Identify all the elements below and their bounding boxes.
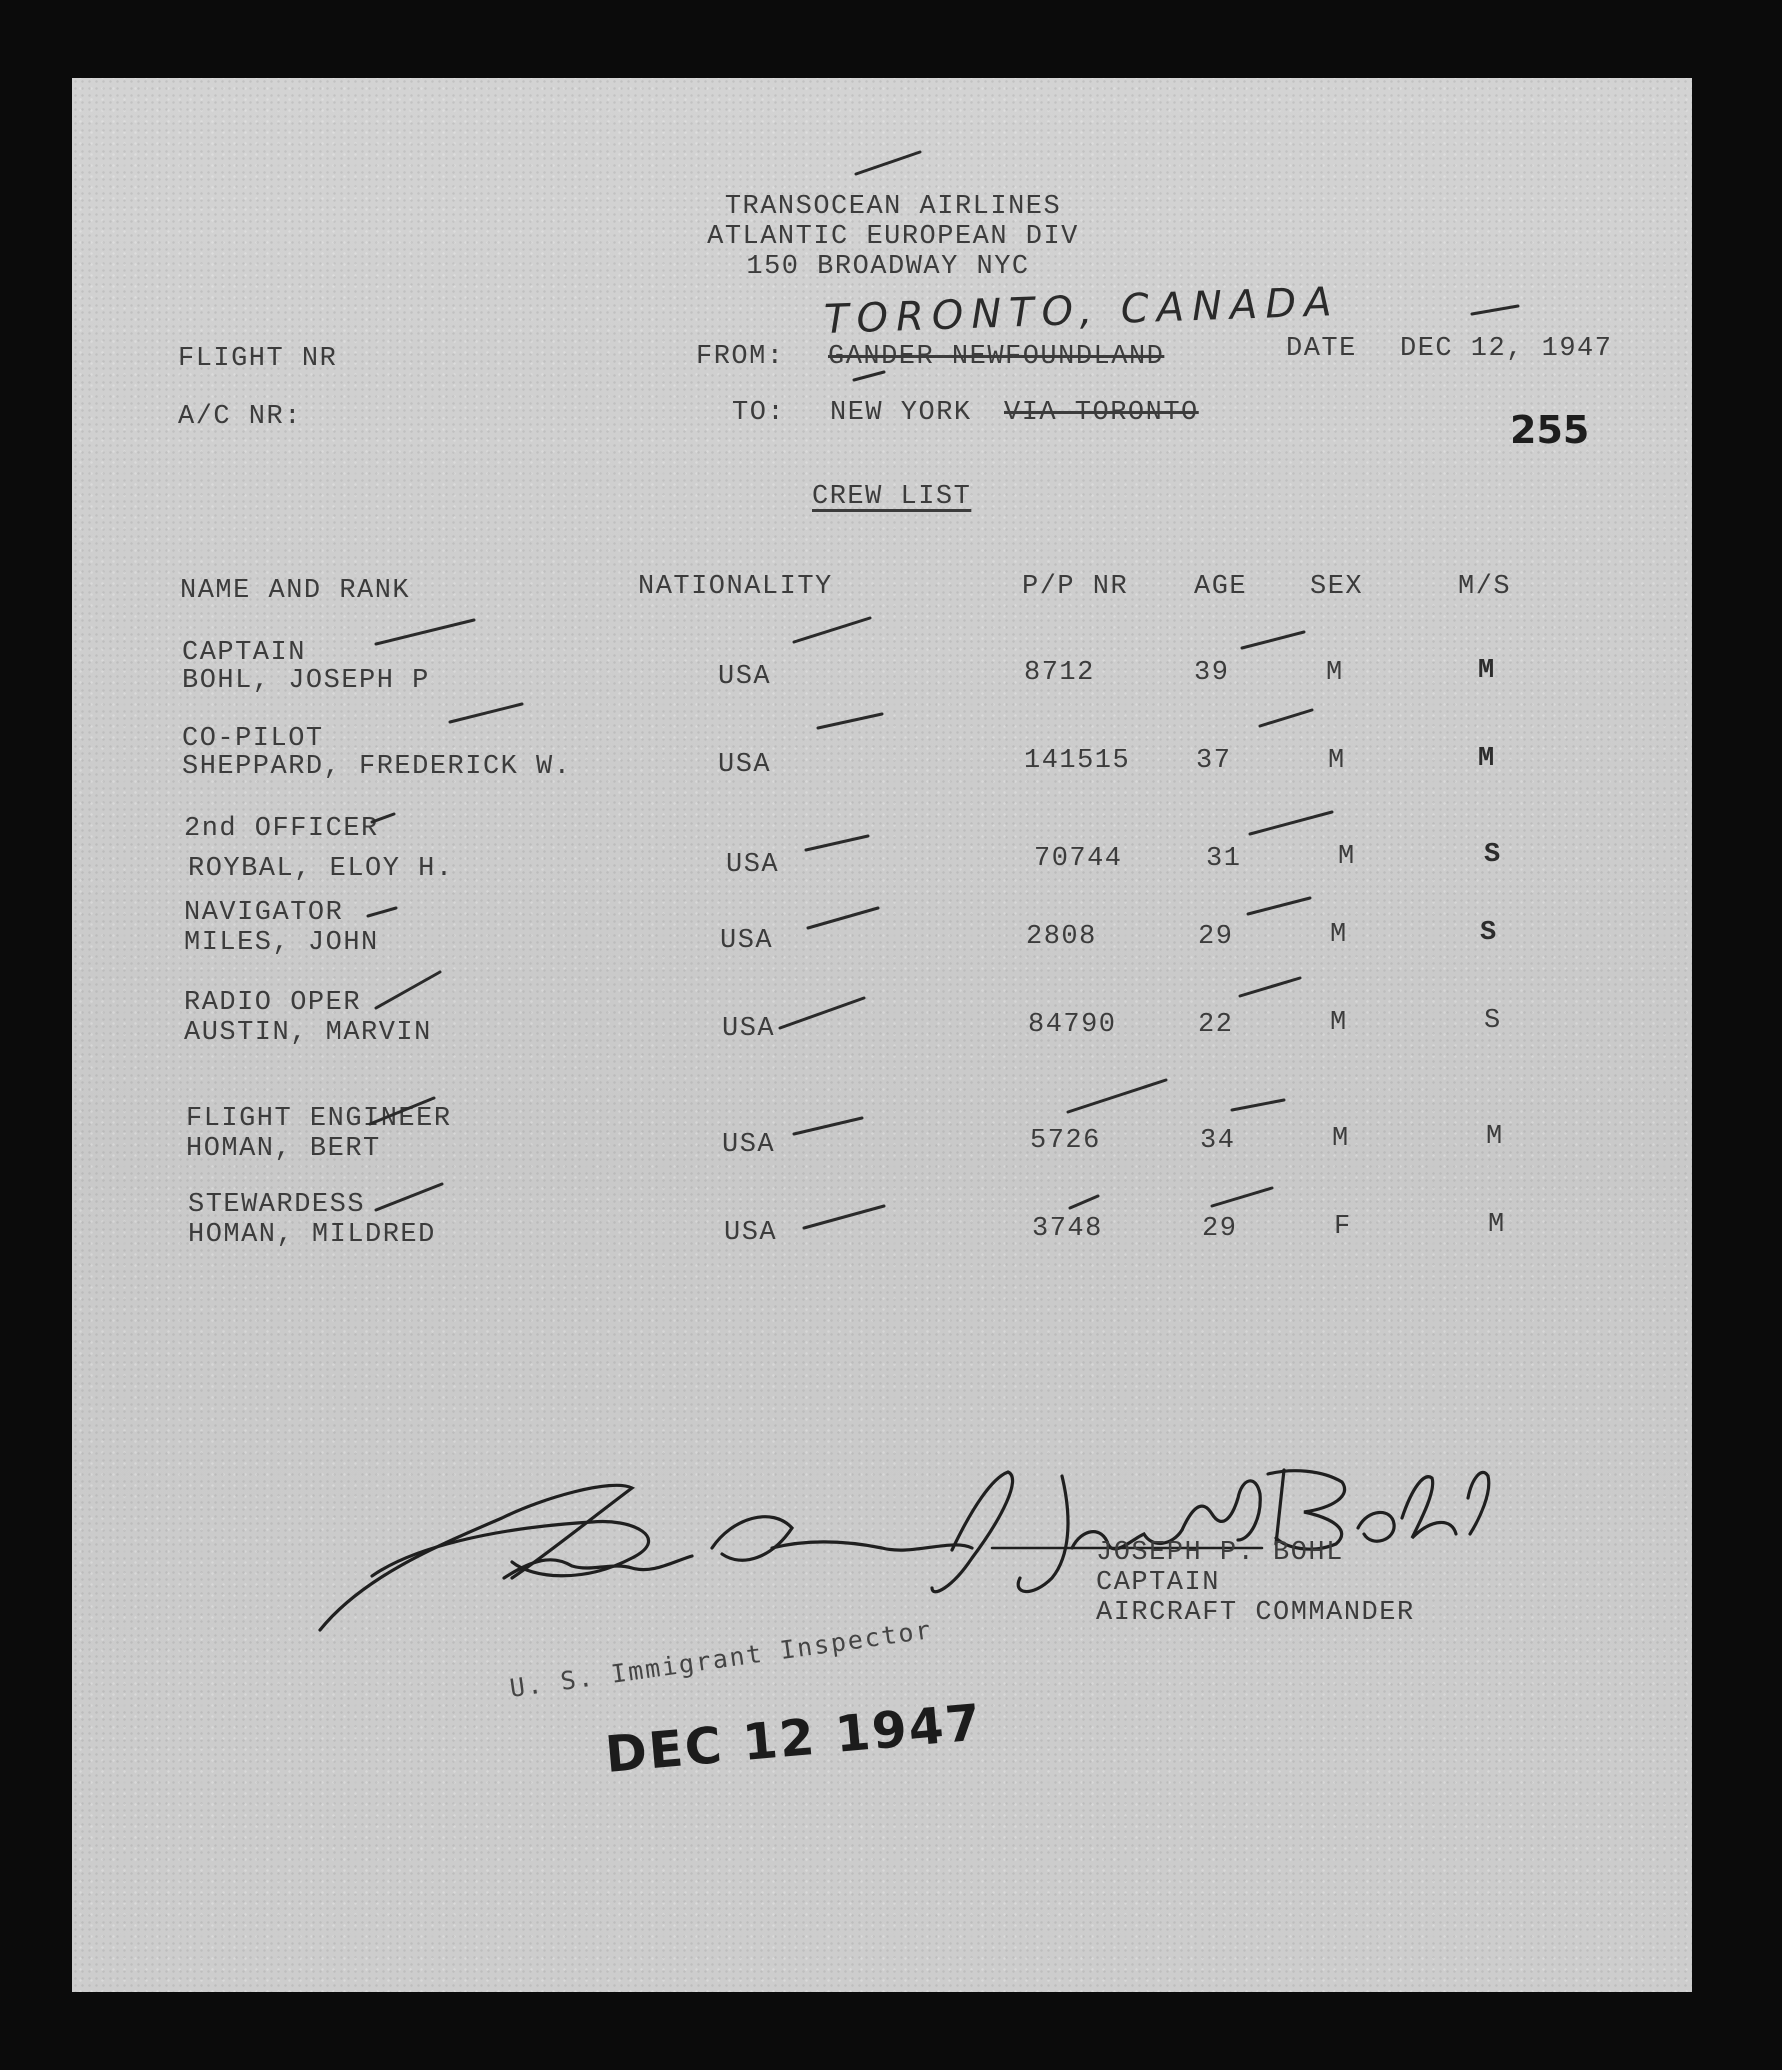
crew-rank: STEWARDESS xyxy=(188,1190,366,1220)
crew-pp-nr: 141515 xyxy=(1024,746,1131,776)
crew-name: SHEPPARD, FREDERICK W. xyxy=(182,752,572,782)
col-sex-header: SEX xyxy=(1310,572,1364,602)
crew-age: 29 xyxy=(1202,1214,1238,1244)
crew-age: 31 xyxy=(1206,844,1242,874)
crew-pp-nr: 3748 xyxy=(1032,1214,1103,1244)
page-number: 255 xyxy=(1510,408,1590,452)
crew-name: ROYBAL, ELOY H. xyxy=(188,854,454,884)
date-value: DEC 12, 1947 xyxy=(1400,334,1613,364)
from-label: FROM: xyxy=(696,342,785,372)
crew-sex: M xyxy=(1338,842,1356,872)
inspector-stamp-label: U. S. Immigrant Inspector xyxy=(507,1614,935,1703)
crew-nationality: USA xyxy=(722,1130,776,1160)
col-pp-header: P/P NR xyxy=(1022,572,1129,602)
crew-name: HOMAN, MILDRED xyxy=(188,1220,436,1250)
crew-age: 34 xyxy=(1200,1126,1236,1156)
crew-marital-status: S xyxy=(1484,840,1502,870)
company-name: TRANSOCEAN AIRLINES xyxy=(724,192,1062,222)
inspector-stamp-date: DEC 12 1947 xyxy=(602,1693,985,1784)
crew-sex: M xyxy=(1332,1124,1350,1154)
crew-marital-status: M xyxy=(1478,656,1496,686)
company-address: 150 BROADWAY NYC xyxy=(746,252,1030,282)
signatory-role: AIRCRAFT COMMANDER xyxy=(1096,1598,1415,1628)
flight-nr-label: FLIGHT NR xyxy=(178,344,338,374)
crew-rank: FLIGHT ENGINEER xyxy=(186,1104,452,1134)
crew-marital-status: S xyxy=(1484,1006,1502,1036)
crew-pp-nr: 2808 xyxy=(1026,922,1097,952)
crew-nationality: USA xyxy=(718,662,772,692)
crew-marital-status: M xyxy=(1478,744,1496,774)
document-page xyxy=(72,78,1692,1992)
crew-age: 37 xyxy=(1196,746,1232,776)
crew-nationality: USA xyxy=(726,850,780,880)
crew-rank: 2nd OFFICER xyxy=(184,814,379,844)
crew-sex: M xyxy=(1328,746,1346,776)
crew-pp-nr: 84790 xyxy=(1028,1010,1117,1040)
signatory-name: JOSEPH P. BOHL xyxy=(1096,1538,1344,1568)
crew-sex: F xyxy=(1334,1212,1352,1242)
division-name: ATLANTIC EUROPEAN DIV xyxy=(707,222,1079,252)
crew-name: HOMAN, BERT xyxy=(186,1134,381,1164)
crew-rank: RADIO OPER xyxy=(184,988,362,1018)
crew-age: 39 xyxy=(1194,658,1230,688)
crew-marital-status: M xyxy=(1488,1210,1506,1240)
from-handwritten: TORONTO, CANADA xyxy=(823,279,1341,343)
crew-rank: CO-PILOT xyxy=(182,724,324,754)
crew-nationality: USA xyxy=(722,1014,776,1044)
crew-nationality: USA xyxy=(720,926,774,956)
to-value: NEW YORK xyxy=(830,398,972,428)
crew-pp-nr: 70744 xyxy=(1034,844,1123,874)
crew-pp-nr: 5726 xyxy=(1030,1126,1101,1156)
to-struck: VIA TORONTO xyxy=(1004,398,1199,428)
col-age-header: AGE xyxy=(1194,572,1248,602)
crew-age: 29 xyxy=(1198,922,1234,952)
crew-marital-status: M xyxy=(1486,1122,1504,1152)
from-struck: GANDER NEWFOUNDLAND xyxy=(828,342,1165,372)
date-label: DATE xyxy=(1286,334,1357,364)
crew-name: BOHL, JOSEPH P xyxy=(182,666,430,696)
to-label: TO: xyxy=(732,398,786,428)
crew-sex: M xyxy=(1326,658,1344,688)
crew-pp-nr: 8712 xyxy=(1024,658,1095,688)
crew-sex: M xyxy=(1330,920,1348,950)
col-nationality-header: NATIONALITY xyxy=(638,572,833,602)
crew-nationality: USA xyxy=(718,750,772,780)
signatory-title: CAPTAIN xyxy=(1096,1568,1220,1598)
crew-name: MILES, JOHN xyxy=(184,928,379,958)
crew-rank: CAPTAIN xyxy=(182,638,306,668)
crew-nationality: USA xyxy=(724,1218,778,1248)
crew-sex: M xyxy=(1330,1008,1348,1038)
document-title: CREW LIST xyxy=(812,482,972,512)
crew-rank: NAVIGATOR xyxy=(184,898,344,928)
crew-age: 22 xyxy=(1198,1010,1234,1040)
ac-nr-label: A/C NR: xyxy=(178,402,302,432)
crew-name: AUSTIN, MARVIN xyxy=(184,1018,432,1048)
crew-marital-status: S xyxy=(1480,918,1498,948)
col-ms-header: M/S xyxy=(1458,572,1512,602)
col-name-header: NAME AND RANK xyxy=(180,576,411,606)
